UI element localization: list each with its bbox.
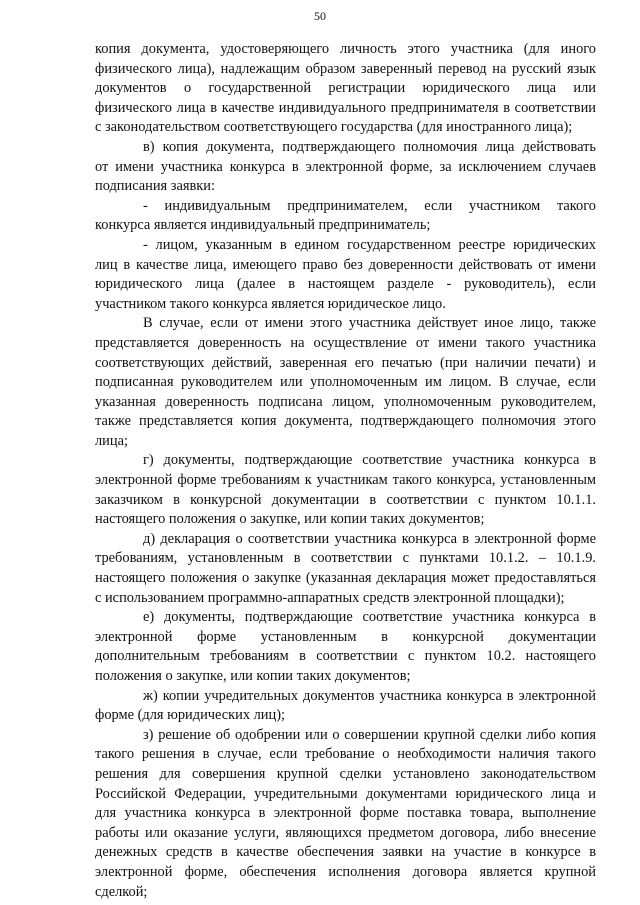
text-line: настоящего положения о закупке (указанная декларация может предоставляться bbox=[95, 570, 596, 587]
text-line: представляется доверенность на осуществление от имени такого участника bbox=[95, 334, 596, 351]
text-line: е) документы, подтверждающие соответствие участника конкурса в bbox=[143, 609, 596, 626]
text-line: - лицом, указанным в едином государственном реестре юридических bbox=[143, 236, 596, 253]
text-line: электронной форме, обеспечения исполнения договора является крупной bbox=[95, 863, 596, 880]
page-number: 50 bbox=[314, 9, 326, 23]
text-line: заказчиком в конкурсной документации в соответствии с пунктом 10.1.1. bbox=[95, 491, 596, 508]
text-line: с законодательством соответствующего государства (для иностранного лица); bbox=[95, 119, 573, 136]
text-line: лица; bbox=[95, 432, 128, 449]
text-line: положения о закупке, или копии таких документов; bbox=[95, 668, 411, 684]
text-line: от имени участника конкурса в электронной форме, за исключением случаев bbox=[95, 158, 596, 175]
text-line: ж) копии учредительных документов участника конкурса в электронной bbox=[143, 687, 596, 704]
text-line: копия документа, удостоверяющего личность этого участника (для иного bbox=[95, 41, 596, 57]
text-line: соответствующих действий, заверенная его печатью (при наличии печати) и bbox=[95, 354, 596, 371]
text-line: физического лица в качестве индивидуального предпринимателя в соответствии bbox=[95, 99, 596, 116]
text-line: в) копия документа, подтверждающего полномочия лица действовать bbox=[143, 138, 596, 155]
text-line: физического лица), надлежащим образом заверенный перевод на русский язык bbox=[95, 60, 596, 77]
text-line: для участника конкурса в электронной форме поставка товара, выполнение bbox=[95, 805, 596, 822]
text-line: указанная доверенность подписана лицом, уполномоченным руководителем, bbox=[95, 393, 596, 410]
text-line: Российской Федерации, учредительными документами юридического лица и bbox=[95, 785, 596, 802]
text-line: настоящего положения о закупке, или копии таких документов; bbox=[95, 511, 485, 528]
text-line: д) декларация о соответствии участника конкурса в электронной форме bbox=[143, 530, 596, 547]
text-line: работы или оказание услуги, являющихся предметом договора, либо внесение bbox=[95, 824, 596, 841]
text-line: требованиям, установленным в соответствии с пунктами 10.1.2. – 10.1.9. bbox=[95, 550, 596, 567]
text-line: также представляется копия документа, подтверждающего полномочия этого bbox=[95, 413, 596, 430]
text-line: решения для совершения крупной сделки установлено законодательством bbox=[95, 765, 596, 782]
text-line: юридического лица (далее в настоящем разделе - руководитель), если bbox=[95, 276, 596, 293]
text-line: электронной форме требованиям к участникам такого конкурса, установленным bbox=[95, 472, 596, 489]
text-line: В случае, если от имени этого участника действует иное лицо, также bbox=[143, 315, 596, 332]
text-line: подписанная руководителем или уполномоченным им лицом. В случае, если bbox=[95, 374, 596, 391]
text-line: подписания заявки: bbox=[95, 178, 215, 195]
text-line: лиц в качестве лица, имеющего право без доверенности действовать от имени bbox=[95, 256, 596, 273]
text-line: сделкой; bbox=[95, 883, 148, 900]
text-line: денежных средств в качестве обеспечения заявки на участие в конкурсе в bbox=[95, 844, 596, 861]
text-line: дополнительным требованиям в соответствии с пунктом 10.2. настоящего bbox=[95, 648, 596, 665]
text-line: с использованием программно-аппаратных средств электронной площадки); bbox=[95, 589, 565, 606]
text-line: форме (для юридических лиц); bbox=[95, 707, 286, 724]
text-line: такого решения в случае, если требование о необходимости наличия такого bbox=[95, 746, 596, 763]
text-line: з) решение об одобрении или о совершении крупной сделки либо копия bbox=[143, 726, 596, 743]
text-line: конкурса является индивидуальный предприниматель; bbox=[95, 217, 431, 234]
text-line: документов о государственной регистрации юридического лица или bbox=[95, 80, 596, 97]
text-line: участником такого конкурса является юридическое лицо. bbox=[95, 295, 446, 312]
text-line: - индивидуальным предпринимателем, если участником такого bbox=[143, 197, 596, 214]
document-body bbox=[95, 40, 596, 902]
text-line: г) документы, подтверждающие соответствие участника конкурса в bbox=[143, 452, 596, 469]
text-line: электронной форме установленным в конкурсной документации bbox=[95, 628, 596, 645]
